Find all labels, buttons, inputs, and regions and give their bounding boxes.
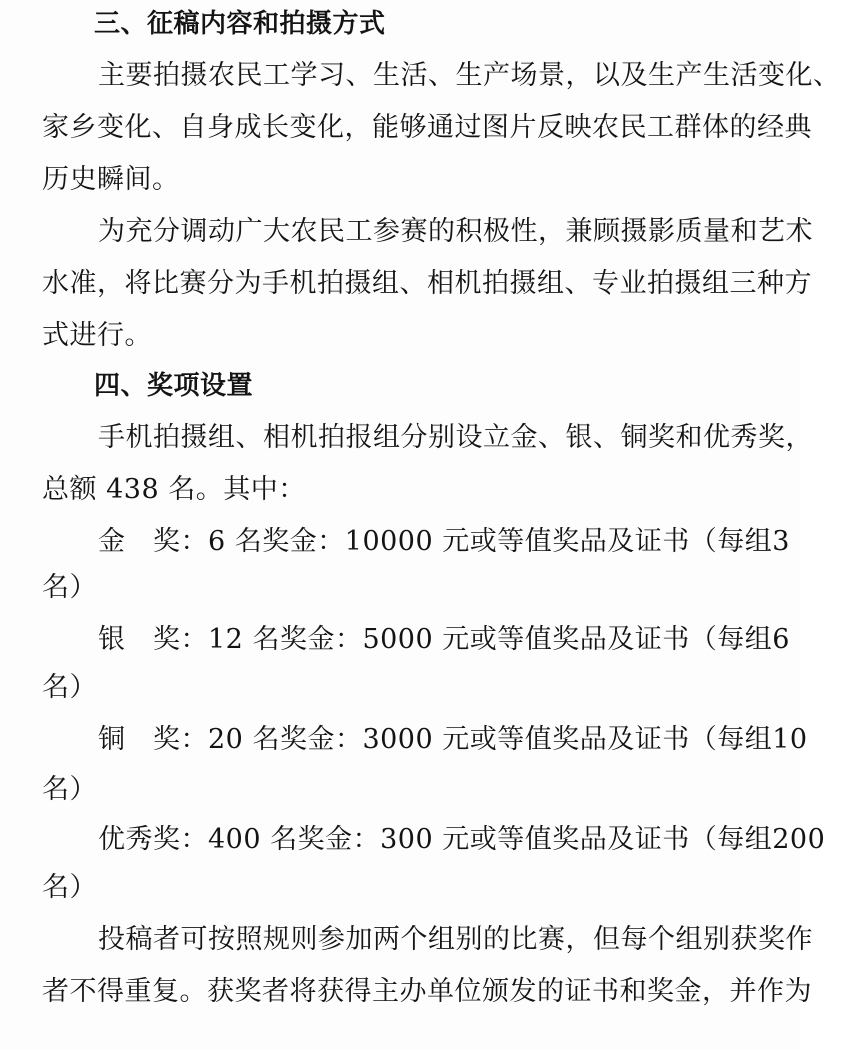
prize-amount: 300 元或等值奖品及证书（每组 (380, 824, 773, 855)
award-count: 20 名 (208, 724, 280, 755)
per-group-count: 6 (772, 624, 790, 655)
per-group-count: 3 (772, 526, 790, 557)
section-heading-3: 三、征稿内容和拍摄方式 (94, 9, 386, 39)
award-name: 铜 奖： (98, 724, 208, 755)
prize-amount: 5000 元或等值奖品及证书（每组 (362, 624, 773, 655)
prize-amount: 3000 元或等值奖品及证书（每组 (362, 724, 773, 755)
award-row-excellence (98, 820, 826, 860)
award-count: 12 名 (208, 624, 280, 655)
per-group-count: 200 (772, 824, 826, 855)
paragraph-line: 家乡变化、自身成长变化，能够通过图片反映农民工群体的经典 (42, 112, 812, 143)
paragraph-line: 为充分调动广大农民工参赛的积极性，兼顾摄影质量和艺术 (98, 216, 813, 247)
prize-label: 奖金： (262, 526, 345, 557)
award-wrap-silver: 名） (42, 672, 97, 703)
award-wrap-gold: 名） (42, 572, 97, 603)
award-count: 6 名 (208, 526, 263, 557)
paragraph-line: 水准，将比赛分为手机拍摄组、相机拍摄组、专业拍摄组三种方 (42, 268, 812, 299)
award-wrap-excellence: 名） (42, 872, 97, 903)
award-name: 优秀奖： (98, 824, 208, 855)
award-row-silver (98, 620, 790, 660)
prize-label: 奖金： (279, 624, 363, 655)
award-name: 银 奖： (98, 624, 208, 655)
prize-label: 奖金： (297, 824, 381, 855)
award-wrap-bronze: 名） (42, 774, 97, 805)
award-name: 金 奖： (98, 526, 208, 557)
paragraph-line: 式进行。 (42, 320, 152, 351)
paragraph-line: 总额 438 名。其中： (42, 474, 306, 505)
prize-amount: 10000 元或等值奖品及证书（每组 (344, 526, 773, 557)
paragraph-line: 投稿者可按照规则参加两个组别的比赛，但每个组别获奖作 (98, 924, 813, 955)
per-group-count: 10 (772, 724, 808, 755)
prize-label: 奖金： (279, 724, 363, 755)
paragraph-line: 历史瞬间。 (42, 164, 180, 195)
award-row-bronze (98, 720, 808, 760)
paragraph-line: 主要拍摄农民工学习、生活、生产场景，以及生产生活变化、 (98, 60, 841, 91)
paragraph-line: 手机拍摄组、相机拍报组分别设立金、银、铜奖和优秀奖， (98, 422, 813, 453)
award-row-gold (98, 522, 790, 562)
section-heading-4: 四、奖项设置 (94, 371, 254, 401)
award-count: 400 名 (208, 824, 298, 855)
paragraph-line: 者不得重复。获奖者将获得主办单位颁发的证书和奖金，并作为 (42, 976, 812, 1007)
